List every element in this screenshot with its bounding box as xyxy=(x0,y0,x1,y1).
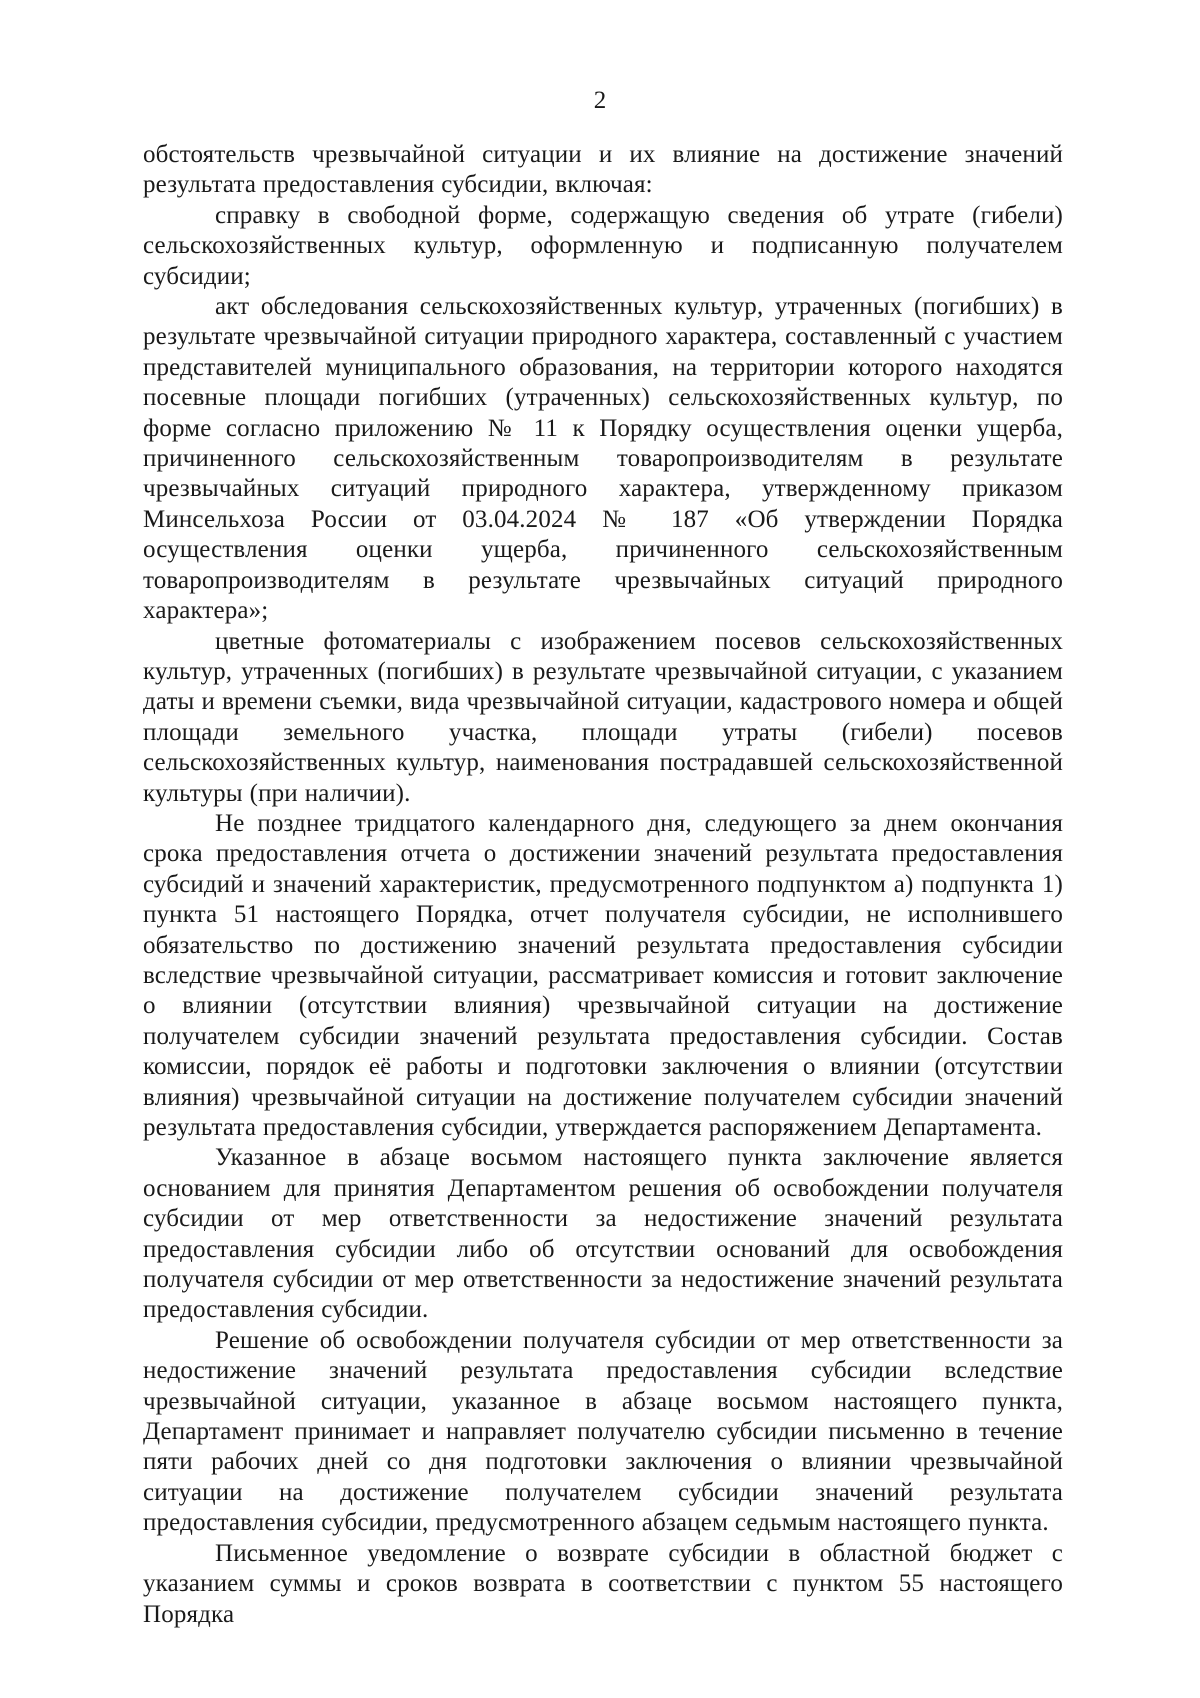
paragraph-continuation: обстоятельств чрезвычайной ситуации и их влияние на достижение значений результата предоставления субсидии, включая: xyxy=(143,141,1063,199)
paragraph-exemption-decision: Решение об освобождении получателя субсидии от мер ответственности за недостижение значений результата предоставления субсидии вследствие чрезвычайной ситуации, указанное в абзаце восьмом настоящего пункта, Департамент принимает и направляет получателю субсидии письменно в течение пяти рабочих дней со дня подготовки заключения о влиянии чрезвычайной ситуации на достижение получателем субсидии значений результата предоставления субсидии, предусмотренного абзацем седьмым настоящего пункта. xyxy=(143,1326,1063,1537)
paragraph-certificate: справку в свободной форме, содержащую сведения об утрате (гибели) сельскохозяйственных культур, оформленную и подписанную получателем субсидии; xyxy=(143,201,1063,290)
paragraph-commission-review: Не позднее тридцатого календарного дня, следующего за днем окончания срока предоставления отчета о достижении значений результата предоставления субсидий и значений характеристик, предусмотренного подпунктом а) подпункта 1) пункта 51 настоящего Порядка, отчет получателя субсидии, не исполнившего обязательство по достижению значений результата предоставления субсидии вследствие чрезвычайной ситуации, рассматривает комиссия и готовит заключение о влиянии (отсутствии влияния) чрезвычайной ситуации на достижение получателем субсидии значений результата предоставления субсидии. Состав комиссии, порядок её работы и подготовки заключения о влиянии (отсутствии влияния) чрезвычайной ситуации на достижение получателем субсидии значений результата предоставления субсидии, утверждается распоряжением Департамента. xyxy=(143,809,1063,1141)
paragraph-inspection-act: акт обследования сельскохозяйственных культур, утраченных (погибших) в результате чрезвычайной ситуации природного характера, составленный с участием представителей муниципального образования, на территории которого находятся посевные площади погибших (утраченных) сельскохозяйственных культур, по форме согласно приложению № 11 к Порядку осуществления оценки ущерба, причиненного сельскохозяйственным товаропроизводителям в результате чрезвычайных ситуаций природного характера, утвержденному приказом Минсельхоза России от 03.04.2024 № 187 «Об утверждении Порядка осуществления оценки ущерба, причиненного сельскохозяйственным товаропроизводителям в результате чрезвычайных ситуаций природного характера»; xyxy=(143,293,1063,625)
document-body xyxy=(143,140,1063,1630)
paragraph-photo-materials: цветные фотоматериалы с изображением посевов сельскохозяйственных культур, утраченных (погибших) в результате чрезвычайной ситуации, с указанием даты и времени съемки, вида чрезвычайной ситуации, кадастрового номера и общей площади земельного участка, площади утраты (гибели) посевов сельскохозяйственных культур, наименования пострадавшей сельскохозяйственной культуры (при наличии). xyxy=(143,627,1063,807)
paragraph-conclusion-basis: Указанное в абзаце восьмом настоящего пункта заключение является основанием для принятия Департаментом решения об освобождении получателя субсидии от мер ответственности за недостижение значений результата предоставления субсидии либо об отсутствии оснований для освобождения получателя субсидии от мер ответственности за недостижение значений результата предоставления субсидии. xyxy=(143,1144,1063,1324)
paragraph-refund-notice: Письменное уведомление о возврате субсидии в областной бюджет с указанием суммы и сроков возврата в соответствии с пунктом 55 настоящего Порядка xyxy=(143,1539,1063,1628)
page-number: 2 xyxy=(593,87,607,114)
